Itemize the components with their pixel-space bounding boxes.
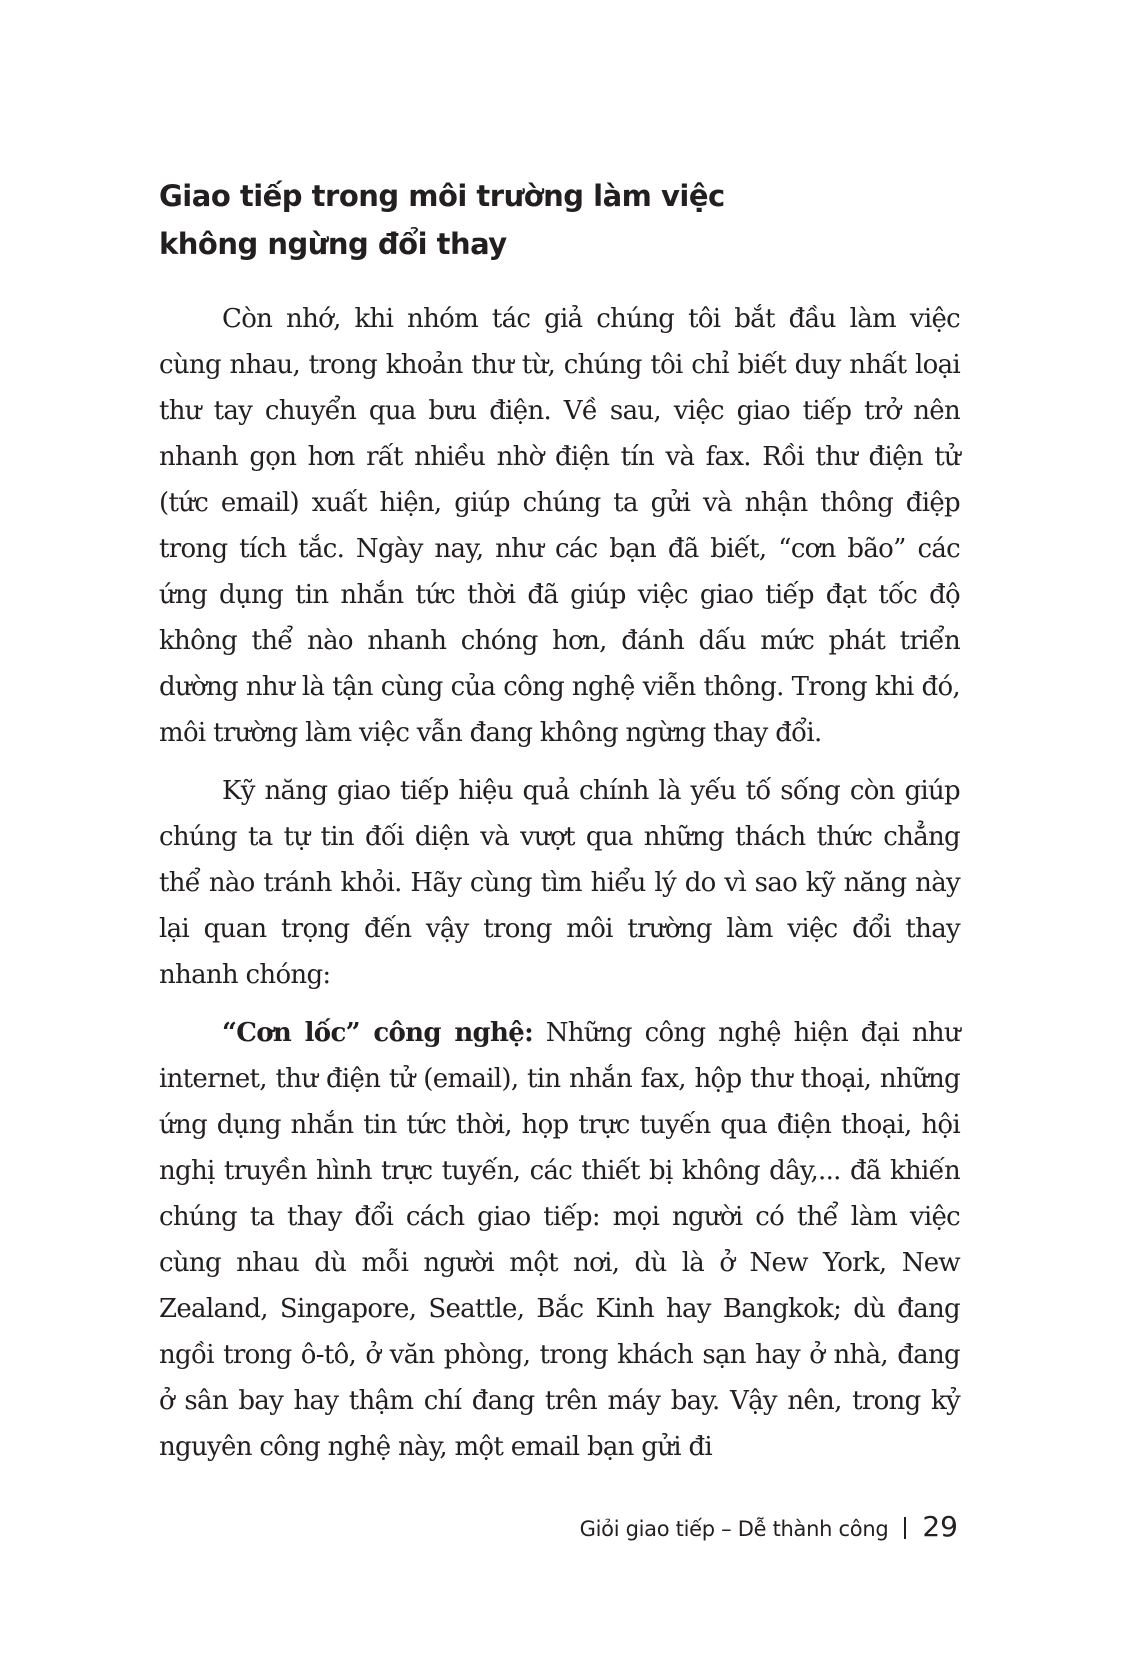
footer-divider (904, 1517, 906, 1539)
heading-line-2: không ngừng đổi thay (159, 227, 507, 261)
paragraph-2: Kỹ năng giao tiếp hiệu quả chính là yếu tố sống còn giúp chúng ta tự tin đối diện và vượt qua những thách thức chẳng thể nào tránh khỏi. Hãy cùng tìm hiểu lý do vì sao kỹ năng này lại quan trọng đến vậy trong môi trường làm việc đổi thay nhanh chóng: (159, 776, 960, 990)
heading-line-1: Giao tiếp trong môi trường làm việc (159, 179, 725, 213)
page-footer (580, 1510, 958, 1543)
page-number: 29 (922, 1510, 958, 1543)
running-title: Giỏi giao tiếp – Dễ thành công (579, 1517, 889, 1541)
paragraph-3 (159, 1010, 960, 1470)
paragraph-3-lead: “Cơn lốc” công nghệ: (222, 1018, 533, 1048)
body-text (159, 296, 960, 1482)
paragraph-3-text: Những công nghệ hiện đại như internet, thư điện tử (email), tin nhắn fax, hộp thư thoại, những ứng dụng nhắn tin tức thời, họp trực tuyến qua điện thoại, hội nghị truyền hình trực tuyến, các thiết bị không dây,... đã khiến chúng ta thay đổi cách giao tiếp: mọi người có thể làm việc cùng nhau dù mỗi người một nơi, dù là ở New York, New Zealand, Singapore, Seattle, Bắc Kinh hay Bangkok; dù đang ngồi trong ô-tô, ở văn phòng, trong khách sạn hay ở nhà, đang ở sân bay hay thậm chí đang trên máy bay. Vậy nên, trong kỷ nguyên công nghệ này, một email bạn gửi đi (159, 1018, 960, 1462)
paragraph-1: Còn nhớ, khi nhóm tác giả chúng tôi bắt đầu làm việc cùng nhau, trong khoản thư từ, chúng tôi chỉ biết duy nhất loại thư tay chuyển qua bưu điện. Về sau, việc giao tiếp trở nên nhanh gọn hơn rất nhiều nhờ điện tín và fax. Rồi thư điện tử (tức email) xuất hiện, giúp chúng ta gửi và nhận thông điệp trong tích tắc. Ngày nay, như các bạn đã biết, “cơn bão” các ứng dụng tin nhắn tức thời đã giúp việc giao tiếp đạt tốc độ không thể nào nhanh chóng hơn, đánh dấu mức phát triển dường như là tận cùng của công nghệ viễn thông. Trong khi đó, môi trường làm việc vẫn đang không ngừng thay đổi. (159, 304, 960, 748)
section-heading (159, 172, 959, 268)
